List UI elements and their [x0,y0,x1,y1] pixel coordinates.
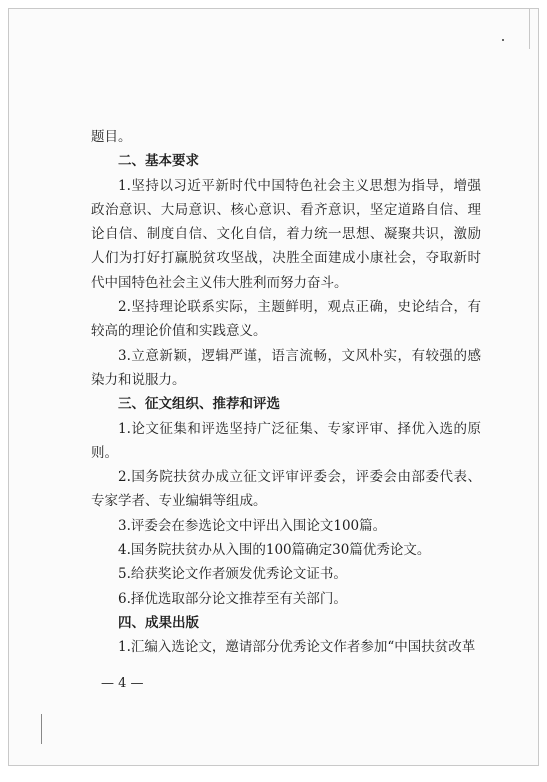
document-body [91,125,481,660]
section-heading-basic-requirements: 二、基本要求 [118,153,199,170]
requirement-2: 2.坚持理论联系实际，主题鲜明，观点正确，史论结合，有较高的理论价值和实践意义。 [91,299,481,340]
binding-margin-line [41,714,42,744]
organization-item-1: 1.论文征集和评选坚持广泛征集、专家评审、择优入选的原则。 [91,420,481,461]
publication-item-1: 1.汇编入选论文，邀请部分优秀论文作者参加“中国扶贫改革 [118,639,476,656]
section-heading-organization: 三、征文组织、推荐和评选 [118,396,280,413]
scan-edge-mark [529,9,530,49]
scan-dot-mark [502,39,504,41]
organization-item-6: 6.择优选取部分论文推荐至有关部门。 [118,590,347,607]
organization-item-4: 4.国务院扶贫办从入围的100篇确定30篇优秀论文。 [118,542,431,559]
page-number: — 4 — [101,676,144,691]
organization-item-5: 5.给获奖论文作者颁发优秀论文证书。 [118,566,347,583]
section-heading-publication: 四、成果出版 [118,614,199,631]
document-page [8,8,539,766]
requirement-3: 3.立意新颖，逻辑严谨，语言流畅，文风朴实，有较强的感染力和说服力。 [91,347,481,388]
requirement-1: 1.坚持以习近平新时代中国特色社会主义思想为指导，增强政治意识、大局意识、核心意识、看齐意识，坚定道路自信、理论自信、制度自信、文化自信，着力统一思想、凝聚共识，激励人们为打好打赢脱贫攻坚战，决胜全面建成小康社会，夺取新时代中国特色社会主义伟大胜利而努力奋斗。 [91,177,481,291]
organization-item-2: 2.国务院扶贫办成立征文评审评委会，评委会由部委代表、专家学者、专业编辑等组成。 [91,469,481,510]
organization-item-3: 3.评委会在参选论文中评出入围论文100篇。 [118,517,387,534]
paragraph-continuation: 题目。 [91,129,132,145]
